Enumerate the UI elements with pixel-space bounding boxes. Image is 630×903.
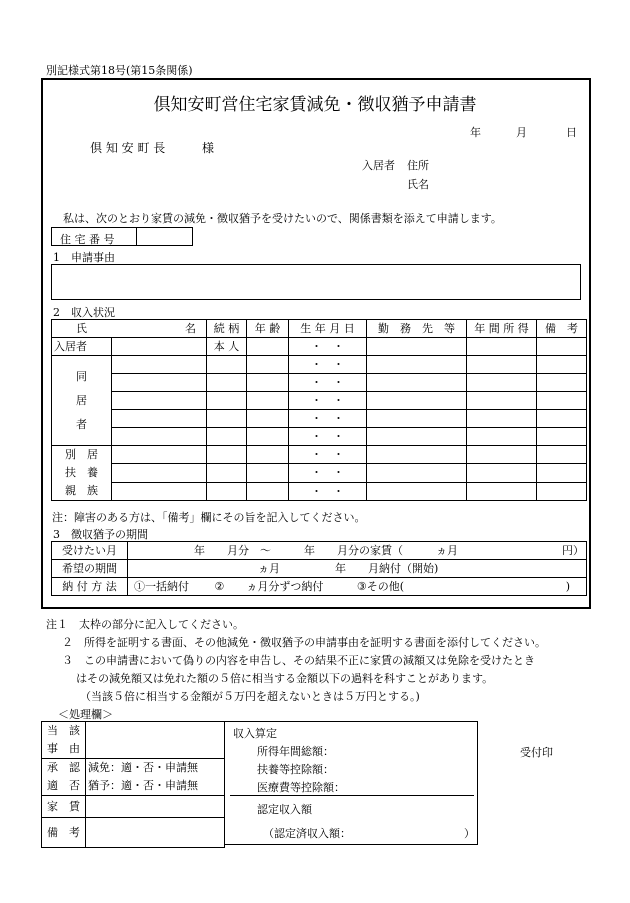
table-row — [42, 722, 225, 759]
date-month: 月 — [516, 126, 527, 139]
birth-date-dots: ・ ・ — [289, 482, 367, 500]
calc-dependent-deduction: 扶養等控除額： — [257, 763, 334, 776]
received-stamp-label: 受付印 — [520, 746, 553, 759]
table-row — [52, 578, 587, 596]
header-income: 年 間 所 得 — [467, 320, 537, 338]
tenant-label: 入居者 — [52, 338, 112, 356]
section2-heading: 2 収入状況 — [53, 306, 115, 319]
payment-option-lump-sum[interactable]: ①一括納付 — [134, 580, 189, 593]
rent-label: 家 賃 — [42, 796, 86, 818]
table-row — [42, 818, 225, 848]
birth-date-dots: ・ ・ — [289, 356, 367, 374]
payment-option-installment[interactable]: ② ヵ月分ずつ納付 — [214, 580, 324, 593]
table-row — [52, 428, 587, 446]
desired-period-value: ヵ月 年 月納付（開始) — [258, 562, 439, 575]
income-table — [51, 319, 587, 501]
table-row — [52, 542, 587, 560]
birth-date-dots: ・ ・ — [289, 338, 367, 356]
disability-note: 注：障害のある方は、「備考」欄にその旨を記入してください。 — [52, 511, 366, 524]
processing-table — [41, 721, 225, 848]
applicable-reason-label: 当 該 事 由 — [42, 722, 86, 759]
separate-dependent-label: 別 居 扶 養 親 族 — [52, 446, 112, 501]
birth-date-dots: ・ ・ — [289, 446, 367, 464]
calc-heading: 収入算定 — [233, 727, 277, 740]
certified-income-label: 認定収入額 — [257, 803, 312, 816]
table-row — [42, 759, 225, 796]
header-name-right: 名 — [185, 322, 196, 335]
table-row — [42, 796, 225, 818]
header-birth: 生 年 月 日 — [289, 320, 367, 338]
certified-income-value: （認定済収入額： — [263, 827, 351, 840]
cohabitant-label: 同 居 者 — [52, 356, 112, 446]
header-remarks: 備 考 — [537, 320, 587, 338]
addressee-honorific: 様 — [202, 141, 215, 155]
calc-divider — [230, 795, 474, 796]
application-statement: 私は、次のとおり家賃の減免・徴収猶予を受けたいので、関係書類を添えて申請します。 — [63, 212, 502, 225]
table-row — [52, 392, 587, 410]
header-name-left: 氏 — [76, 322, 87, 335]
header-work: 勤 務 先 等 — [367, 320, 467, 338]
payment-method-label: 納 付 方 法 — [52, 578, 128, 596]
table-row — [52, 464, 587, 482]
table-row — [52, 446, 587, 464]
desired-period-label: 希望の期間 — [52, 560, 128, 578]
date-year: 年 — [470, 126, 481, 139]
table-row — [52, 482, 587, 500]
birth-date-dots: ・ ・ — [289, 410, 367, 428]
document-title: 倶知安町営住宅家賃減免・徴収猶予申請書 — [153, 95, 477, 115]
payment-option-other-close: ) — [565, 580, 570, 593]
header-age: 年 齢 — [247, 320, 289, 338]
approval-options: 減免：適・否・申請無 猶予：適・否・申請無 — [86, 759, 225, 796]
section3-heading: 3 徴収猶予の期間 — [53, 528, 148, 541]
note-1: 注１ 太枠の部分に記入してください。 — [46, 618, 244, 631]
calc-total-income: 所得年間総額： — [257, 745, 334, 758]
table-row — [52, 338, 587, 356]
table-row — [52, 560, 587, 578]
applicant-address-label: 住所 — [407, 159, 429, 172]
desired-month-value: 年 月分 ～ 年 月分の家賃（ ヵ月 — [194, 544, 458, 557]
date-day: 日 — [566, 126, 577, 139]
table-row — [52, 374, 587, 392]
table-row — [52, 410, 587, 428]
table-row — [52, 356, 587, 374]
birth-date-dots: ・ ・ — [289, 464, 367, 482]
tenant-relation: 本 人 — [207, 338, 247, 356]
note-2: ２ 所得を証明する書面、その他減免・徴収猶予の申請事由を証明する書面を添付してください。 — [62, 636, 546, 649]
remarks-label: 備 考 — [42, 818, 86, 848]
birth-date-dots: ・ ・ — [289, 392, 367, 410]
desired-month-unit: 円） — [562, 544, 584, 557]
birth-date-dots: ・ ・ — [289, 374, 367, 392]
income-table-header — [52, 320, 587, 338]
note-3b: はその減免額又は免れた額の５倍に相当する金額以下の過料を科すことがあります。 — [76, 672, 494, 685]
housing-number-label: 住 宅 番 号 — [60, 233, 115, 246]
section1-heading: 1 申請事由 — [53, 251, 115, 264]
payment-option-other[interactable]: ③その他( — [356, 580, 405, 593]
certified-income-close: ） — [464, 827, 475, 840]
deferral-table — [51, 541, 587, 596]
note-3a: ３ この申請書において偽りの内容を申告し、その結果不正に家賃の減額又は免除を受けたとき — [62, 654, 535, 667]
application-reason-field[interactable] — [51, 264, 581, 300]
note-3c: （当該５倍に相当する金額が５万円を超えないときは５万円とする。) — [80, 690, 420, 703]
addressee-name: 倶 知 安 町 長 — [90, 141, 166, 155]
approval-label: 承 認 適 否 — [42, 759, 86, 796]
header-relation: 続 柄 — [207, 320, 247, 338]
calc-medical-deduction: 医療費等控除額： — [257, 781, 345, 794]
applicant-label: 入居者 — [362, 159, 395, 172]
birth-date-dots: ・ ・ — [289, 428, 367, 446]
processing-heading: ＜処理欄＞ — [58, 708, 113, 721]
form-reference: 別記様式第18号(第15条関係) — [46, 64, 193, 77]
applicant-name-label: 氏名 — [407, 178, 429, 191]
desired-month-label: 受けたい月 — [52, 542, 128, 560]
